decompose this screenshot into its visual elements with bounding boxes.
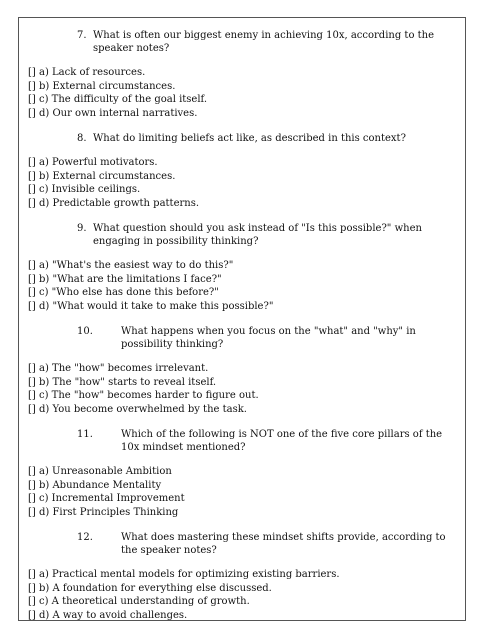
quiz-content (28, 29, 458, 634)
option-d[interactable]: [] d) A way to avoid challenges. (28, 609, 188, 621)
option-d[interactable]: [] d) Predictable growth patterns. (28, 197, 200, 209)
option-a[interactable]: [] a) Powerful motivators. (28, 157, 158, 168)
option-c[interactable]: [] c) "Who else has done this before?" (28, 287, 219, 298)
option-b[interactable]: [] b) External circumstances. (28, 80, 176, 92)
options-12 (28, 568, 458, 622)
question-7 (28, 29, 458, 55)
question-text: What happens when you focus on the "what" and "why" in possibility thinking? (121, 326, 416, 350)
option-c[interactable]: [] c) Invisible ceilings. (28, 184, 141, 195)
question-9 (28, 222, 458, 248)
option-a[interactable]: [] a) Practical mental models for optimizing existing barriers. (28, 569, 340, 580)
option-c[interactable]: [] c) A theoretical understanding of growth. (28, 596, 250, 607)
option-b[interactable]: [] b) External circumstances. (28, 170, 176, 182)
options-7 (28, 66, 458, 120)
option-b[interactable]: [] b) The "how" starts to reveal itself. (28, 376, 217, 388)
options-8 (28, 156, 458, 210)
option-a[interactable]: [] a) The "how" becomes irrelevant. (28, 363, 209, 374)
options-11 (28, 465, 458, 519)
question-number: 7. (77, 30, 87, 41)
question-11 (28, 428, 458, 454)
question-number: 8. (77, 133, 87, 144)
option-b[interactable]: [] b) A foundation for everything else discussed. (28, 582, 272, 594)
option-b[interactable]: [] b) "What are the limitations I face?" (28, 273, 222, 285)
question-text: Which of the following is NOT one of the five core pillars of the 10x mindset mentioned? (121, 429, 443, 453)
option-d[interactable]: [] d) Our own internal narratives. (28, 107, 198, 119)
question-number: 11. (77, 429, 93, 440)
option-c[interactable]: [] c) The difficulty of the goal itself. (28, 94, 208, 105)
question-12 (28, 531, 458, 557)
option-d[interactable]: [] d) First Principles Thinking (28, 506, 179, 518)
option-a[interactable]: [] a) Unreasonable Ambition (28, 466, 172, 477)
question-text: What question should you ask instead of "Is this possible?" when engaging in possibility thinking? (93, 223, 422, 247)
option-a[interactable]: [] a) Lack of resources. (28, 67, 146, 78)
option-c[interactable]: [] c) Incremental Improvement (28, 493, 185, 504)
page-border (18, 17, 466, 621)
option-d[interactable]: [] d) "What would it take to make this possible?" (28, 300, 274, 312)
question-text: What do limiting beliefs act like, as described in this context? (93, 133, 406, 144)
option-b[interactable]: [] b) Abundance Mentality (28, 479, 162, 491)
question-text: What is often our biggest enemy in achieving 10x, according to the speaker notes? (93, 30, 435, 54)
option-d[interactable]: [] d) You become overwhelmed by the task. (28, 403, 247, 415)
question-10 (28, 325, 458, 351)
option-a[interactable]: [] a) "What's the easiest way to do this?" (28, 260, 234, 271)
options-9 (28, 259, 458, 313)
question-number: 10. (77, 326, 93, 337)
question-8 (28, 132, 458, 145)
options-10 (28, 362, 458, 416)
question-text: What does mastering these mindset shifts provide, according to the speaker notes? (121, 532, 446, 556)
option-c[interactable]: [] c) The "how" becomes harder to figure out. (28, 390, 259, 401)
question-number: 12. (77, 532, 93, 543)
question-number: 9. (77, 223, 87, 234)
